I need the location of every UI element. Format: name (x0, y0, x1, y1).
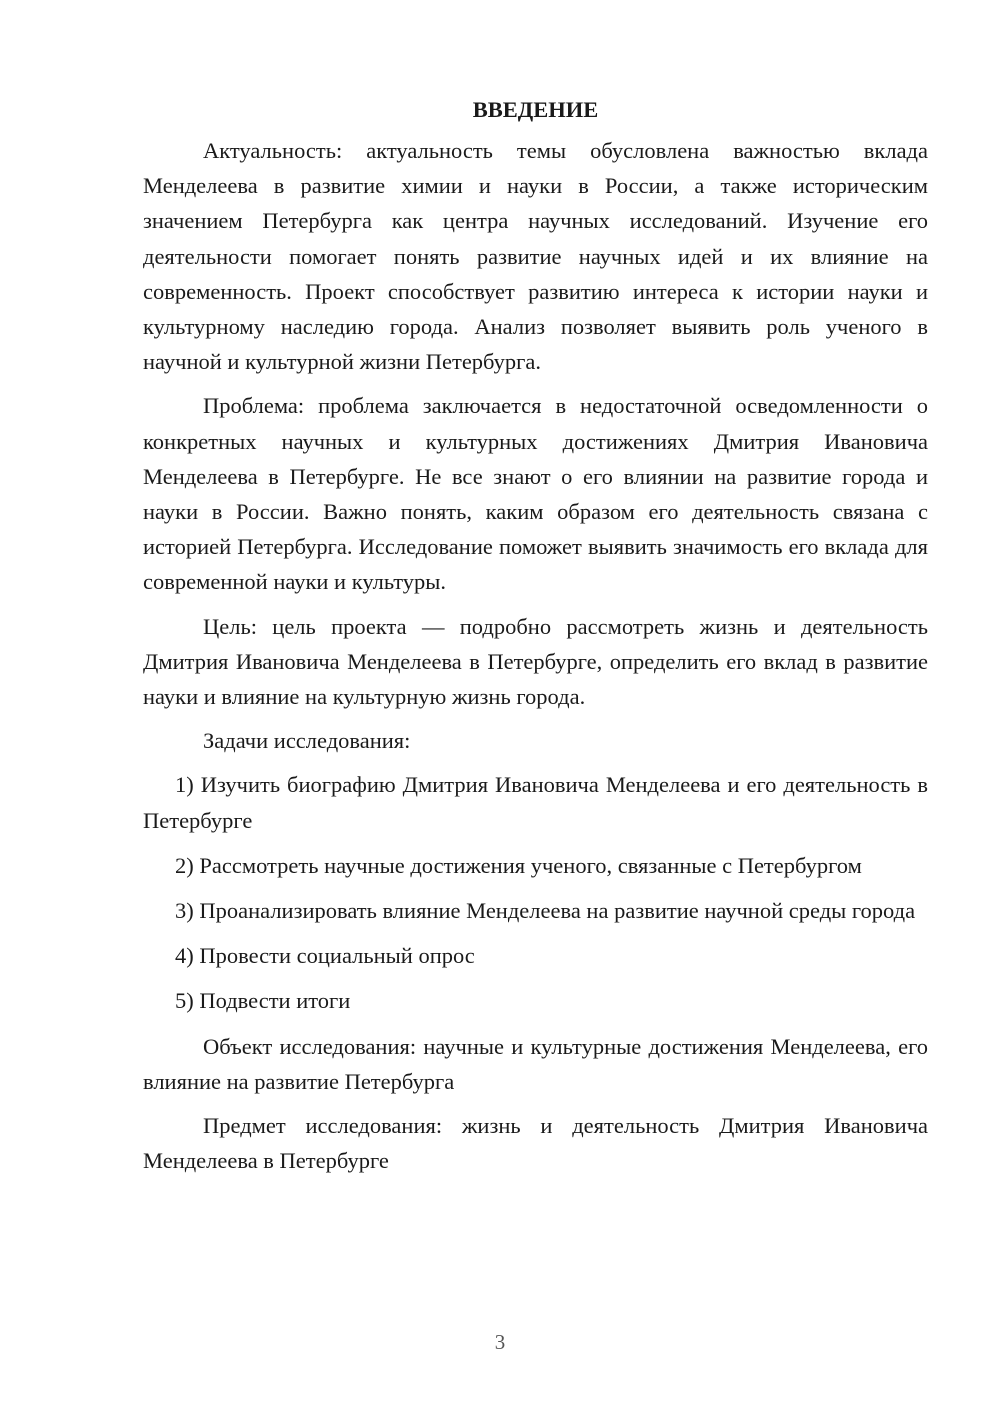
paragraph-tasks-heading: Задачи исследования: (203, 728, 411, 754)
paragraph-object: Объект исследования: научные и культурные достижения Менделеева, его влияние на развитие Петербурга (143, 1033, 928, 1094)
task-item-1: 1) Изучить биографию Дмитрия Ивановича Менделеева и его деятельность в Петербурге (143, 772, 928, 833)
task-item-4: 4) Провести социальный опрос (175, 943, 475, 969)
task-item-3: 3) Проанализировать влияние Менделеева на развитие научной среды города (175, 898, 916, 924)
section-title: ВВЕДЕНИЕ (472, 97, 599, 122)
paragraph-problem: Проблема: проблема заключается в недостаточной осведомленности о конкретных научных и культурных достижениях Дмитрия Ивановича Менделеева в Петербурге. Не все знают о его влиянии на развитие города и науки в России. Важно понять, каким образом его деятельность связана с историей Петербурга. Исследование поможет выявить значимость его вклада для современной науки и культуры. (143, 393, 928, 595)
paragraph-goal: Цель: цель проекта — подробно рассмотреть жизнь и деятельность Дмитрия Ивановича Менделеева в Петербурге, определить его вклад в развитие науки и влияние на культурную жизнь города. (143, 613, 928, 710)
task-item-5: 5) Подвести итоги (175, 988, 351, 1014)
paragraph-relevance: Актуальность: актуальность темы обусловлена важностью вклада Менделеева в развитие химии и науки в России, а также историческим значением Петербурга как центра научных исследований. Изучение его деятельности помогает понять развитие научных идей и их влияние на современность. Проект способствует развитию интереса к истории науки и культурному наследию города. Анализ позволяет выявить роль ученого в научной и культурной жизни Петербурга. (143, 138, 928, 375)
page-number: 3 (494, 1330, 506, 1354)
document-page (143, 92, 928, 1187)
paragraph-subject: Предмет исследования: жизнь и деятельность Дмитрия Ивановича Менделеева в Петербурге (143, 1113, 928, 1174)
task-item-2: 2) Рассмотреть научные достижения ученого, связанные с Петербургом (175, 852, 862, 878)
